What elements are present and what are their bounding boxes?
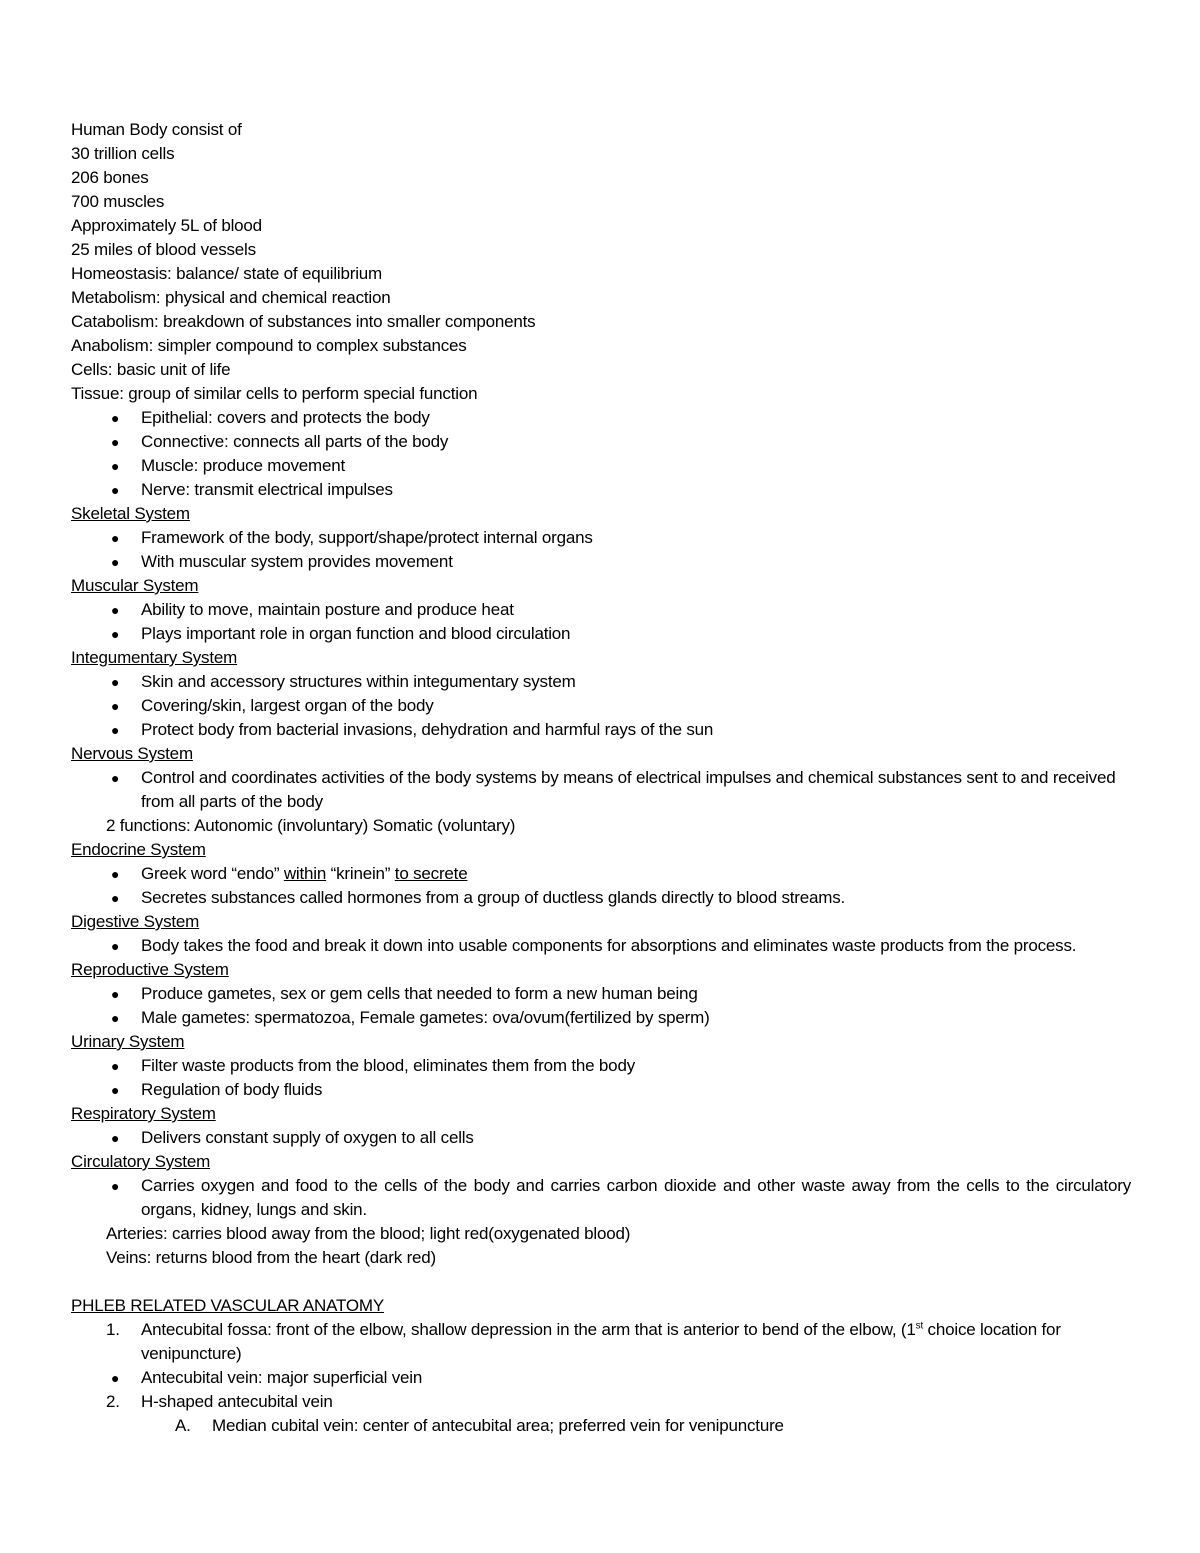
list-item: ● Protect body from bacterial invasions, dehydration and harmful rays of the sun bbox=[71, 718, 1131, 742]
section-heading-muscular: Muscular System bbox=[71, 576, 199, 595]
intro-line: Homeostasis: balance/ state of equilibrium bbox=[71, 264, 382, 283]
intro-line: 206 bones bbox=[71, 168, 149, 187]
bullet-icon: ● bbox=[111, 698, 120, 714]
bullet-icon: ● bbox=[111, 410, 120, 426]
bullet-icon: ● bbox=[111, 674, 120, 690]
section-heading-circulatory: Circulatory System bbox=[71, 1152, 211, 1171]
bullet-icon: ● bbox=[111, 1178, 120, 1194]
bullet-icon: ● bbox=[111, 434, 120, 450]
bullet-icon: ● bbox=[111, 602, 120, 618]
list-item: ● Framework of the body, support/shape/protect internal organs bbox=[71, 526, 1131, 550]
section-heading-skeletal: Skeletal System bbox=[71, 504, 190, 523]
lettered-item: A. Median cubital vein: center of antecubital area; preferred vein for venipuncture bbox=[71, 1414, 1131, 1438]
intro-line: Cells: basic unit of life bbox=[71, 360, 231, 379]
bullet-icon: ● bbox=[111, 530, 120, 546]
list-letter: A. bbox=[175, 1416, 191, 1435]
section-heading-digestive: Digestive System bbox=[71, 912, 200, 931]
bullet-icon: ● bbox=[111, 938, 120, 954]
list-number: 2. bbox=[106, 1392, 120, 1411]
bullet-icon: ● bbox=[111, 890, 120, 906]
intro-line: Anabolism: simpler compound to complex substances bbox=[71, 336, 467, 355]
bullet-icon: ● bbox=[111, 1058, 120, 1074]
list-item: ● Epithelial: covers and protects the body bbox=[71, 406, 1131, 430]
intro-line: Human Body consist of bbox=[71, 120, 242, 139]
list-item bbox=[71, 862, 1131, 886]
list-item: ● Secretes substances called hormones from a group of ductless glands directly to blood streams. bbox=[71, 886, 1131, 910]
section-heading-endocrine: Endocrine System bbox=[71, 840, 206, 859]
bullet-icon: ● bbox=[111, 866, 120, 882]
veins-note: Veins: returns blood from the heart (dark red) bbox=[106, 1248, 437, 1267]
greek-word-text: Greek word “endo” bbox=[141, 864, 280, 883]
list-item: ● Ability to move, maintain posture and produce heat bbox=[71, 598, 1131, 622]
list-item: ● Skin and accessory structures within integumentary system bbox=[71, 670, 1131, 694]
list-item: ● Carries oxygen and food to the cells of the body and carries carbon dioxide and other waste away from the cells to the circulatory organs, kidney, lungs and skin. bbox=[111, 1176, 1131, 1219]
nervous-functions-note: 2 functions: Autonomic (involuntary) Somatic (voluntary) bbox=[106, 816, 516, 835]
bullet-icon: ● bbox=[111, 482, 120, 498]
list-item: ● Regulation of body fluids bbox=[71, 1078, 1131, 1102]
document-page bbox=[71, 118, 1131, 1438]
list-item: ● Filter waste products from the blood, eliminates them from the body bbox=[71, 1054, 1131, 1078]
section-heading-reproductive: Reproductive System bbox=[71, 960, 229, 979]
bullet-icon: ● bbox=[111, 722, 120, 738]
bullet-icon: ● bbox=[111, 1010, 120, 1026]
intro-line: 25 miles of blood vessels bbox=[71, 240, 256, 259]
bullet-icon: ● bbox=[111, 458, 120, 474]
list-item: ● Delivers constant supply of oxygen to all cells bbox=[71, 1126, 1131, 1150]
bullet-icon: ● bbox=[111, 554, 120, 570]
list-item: ● Nerve: transmit electrical impulses bbox=[71, 478, 1131, 502]
bullet-icon: ● bbox=[111, 1130, 120, 1146]
list-item: ● Plays important role in organ function and blood circulation bbox=[71, 622, 1131, 646]
intro-line: 30 trillion cells bbox=[71, 144, 175, 163]
bullet-icon: ● bbox=[111, 1082, 120, 1098]
bullet-icon: ● bbox=[111, 986, 120, 1002]
section-heading-respiratory: Respiratory System bbox=[71, 1104, 216, 1123]
list-item: ● Produce gametes, sex or gem cells that needed to form a new human being bbox=[71, 982, 1131, 1006]
list-item: ● Antecubital vein: major superficial vein bbox=[71, 1366, 1131, 1390]
list-item: ● Connective: connects all parts of the body bbox=[71, 430, 1131, 454]
greek-within-text: within bbox=[283, 864, 327, 883]
list-item: ● Male gametes: spermatozoa, Female gametes: ova/ovum(fertilized by sperm) bbox=[71, 1006, 1131, 1030]
numbered-item: 2. H-shaped antecubital vein bbox=[71, 1390, 1131, 1414]
intro-line: Metabolism: physical and chemical reaction bbox=[71, 288, 391, 307]
intro-line: 700 muscles bbox=[71, 192, 165, 211]
section-heading-urinary: Urinary System bbox=[71, 1032, 185, 1051]
bullet-icon: ● bbox=[111, 770, 120, 786]
section-heading-nervous: Nervous System bbox=[71, 744, 193, 763]
section-spacer bbox=[71, 1270, 1131, 1294]
arteries-note: Arteries: carries blood away from the blood; light red(oxygenated blood) bbox=[106, 1224, 631, 1243]
numbered-item: 1. Antecubital fossa: front of the elbow, shallow depression in the arm that is anterior to bend of the elbow, (1st choice location for venipuncture) bbox=[106, 1320, 1061, 1363]
intro-line: Approximately 5L of blood bbox=[71, 216, 262, 235]
list-item: ● Muscle: produce movement bbox=[71, 454, 1131, 478]
list-item: ● Covering/skin, largest organ of the body bbox=[71, 694, 1131, 718]
bullet-icon: ● bbox=[111, 626, 120, 642]
list-number: 1. bbox=[106, 1320, 120, 1339]
section-heading-integumentary: Integumentary System bbox=[71, 648, 238, 667]
greek-secrete-text: to secrete bbox=[394, 864, 468, 883]
bullet-icon: ● bbox=[111, 1370, 120, 1386]
greek-krinein-text: “krinein” bbox=[330, 864, 391, 883]
list-item: ● With muscular system provides movement bbox=[71, 550, 1131, 574]
list-item: ● Body takes the food and break it down into usable components for absorptions and eliminates waste products from the process. bbox=[71, 934, 1131, 958]
intro-line: Tissue: group of similar cells to perform special function bbox=[71, 384, 478, 403]
section-heading-phleb: PHLEB RELATED VASCULAR ANATOMY bbox=[71, 1296, 384, 1315]
intro-line: Catabolism: breakdown of substances into smaller components bbox=[71, 312, 536, 331]
list-item: ● Control and coordinates activities of the body systems by means of electrical impulses and chemical substances sent to and received from all parts of the body bbox=[111, 768, 1116, 811]
